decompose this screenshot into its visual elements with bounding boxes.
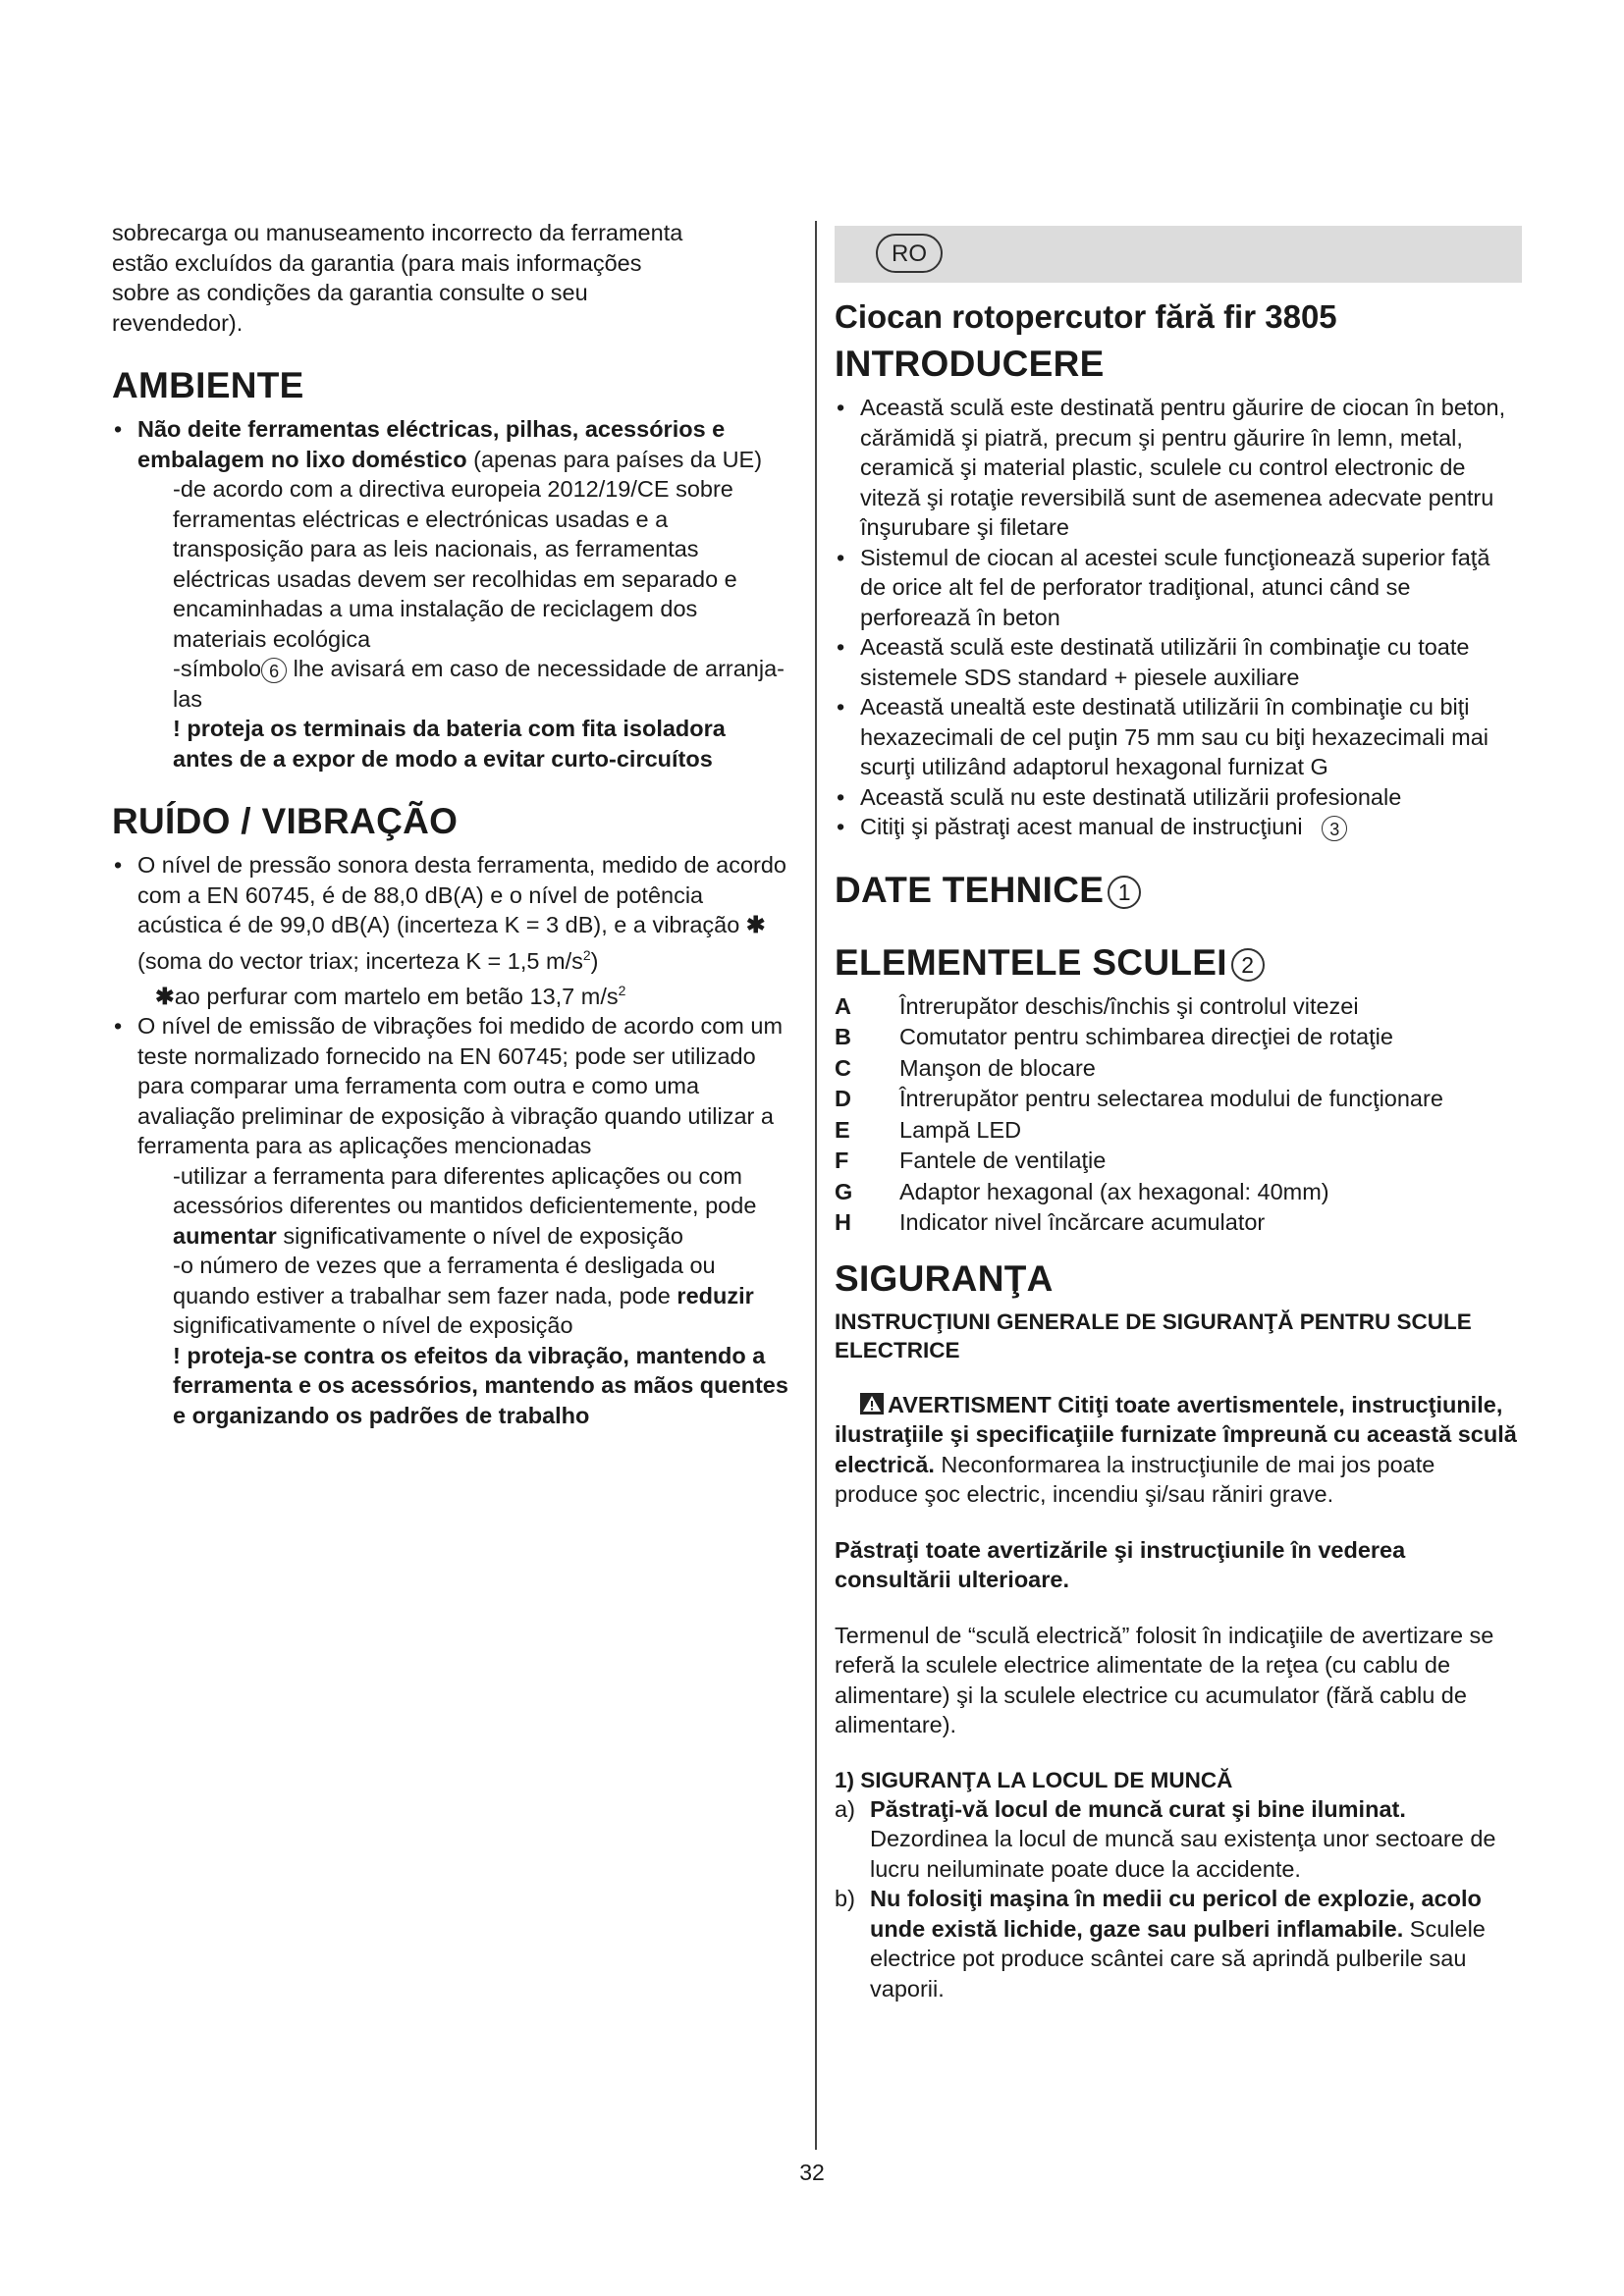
ambiente-sub2: -símbolo 6 lhe avisará em caso de necessidade de arranja-las [173, 656, 785, 712]
language-badge: RO [876, 234, 943, 273]
element-row: C Manşon de blocare [835, 1054, 1096, 1081]
figure-2-icon: 2 [1231, 948, 1265, 982]
element-row: F Fantele de ventilaţie [835, 1148, 1107, 1173]
drill-vibration: ✱ao perfurar com martelo em betão 13,7 $m/s^2$ [155, 982, 626, 1009]
section-1-heading: 1) SIGURANŢA LA LOCUL DE MUNCĂ [835, 1767, 1233, 1792]
element-row: A Întrerupător deschis/închis şi controlul vitezei [835, 992, 1359, 1019]
right-column [835, 226, 1522, 2003]
manual-symbol-icon: 3 [1322, 816, 1347, 841]
spacer [835, 1510, 1522, 1535]
element-row: E Lampă LED [835, 1116, 1022, 1143]
introducere-bullet: • Această sculă este destinată utilizării în combinaţie cu toate sistemele SDS standard + piesele auxiliare [835, 632, 1522, 692]
element-row: D Întrerupător pentru selectarea modului de funcţionare [835, 1086, 1443, 1111]
asterisk-icon: ✱ [745, 912, 766, 937]
siguranta-heading: SIGURANŢA [835, 1257, 1054, 1299]
rule-a: a) Păstraţi-vă locul de muncă curat şi bine iluminat. Dezordinea la locul de muncă sau existenţa unor sectoare de lucru neiluminate poate duce la accidente. [835, 1795, 1496, 1882]
introducere-bullet: • Citiţi şi păstraţi acest manual de instrucţiuni 3 [835, 812, 1522, 842]
keep-instructions: Păstraţi toate avertizările şi instrucţiunile în vederea consultării ulterioare. [835, 1536, 1406, 1592]
column-divider [815, 221, 817, 2150]
warning-triangle-icon [860, 1393, 884, 1415]
introducere-bullet: • Această sculă este destinată pentru găurire de ciocan în beton, cărămidă şi piatră, precum şi pentru găurire în lemn, metal, ceramică şi material plastic, sculele cu control electronic de viteză şi rotaţie reversibilă sunt de asemenea adecvate pentru înşurubare şi filetare [835, 393, 1522, 543]
introducere-heading: INTRODUCERE [835, 344, 1105, 384]
ruido-sub1: -utilizar a ferramenta para diferentes aplicações ou com acessórios diferentes ou mantidos deficientemente, pode aumentar significativamente o nível de exposição [173, 1162, 757, 1249]
ruido-sub2: -o número de vezes que a ferramenta é desligada ou quando estiver a trabalhar sem fazer nada, pode reduzir significativamente o nível de exposição [173, 1253, 754, 1339]
page-number: 32 [799, 2160, 825, 2185]
ambiente-bullet: • Não deite ferramentas eléctricas, pilhas, acessórios e embalagem no lixo doméstico (apenas para países da UE) [112, 414, 789, 474]
spacer [835, 1595, 1522, 1621]
siguranta-subtitle: INSTRUCŢIUNI GENERALE DE SIGURANŢĂ PENTRU SCULE ELECTRICE [835, 1308, 1472, 1362]
element-row: B Comutator pentru schimbarea direcţiei de rotaţie [835, 1024, 1393, 1049]
rule-b: b) Nu folosiţi maşina în medii cu pericol de explozie, acolo unde există lichide, gaze sau pulberi inflamabile. Sculele electrice pot produce scântei care să aprindă pulberile sau vaporii. [835, 1886, 1486, 2002]
ruido-bullet-1: • O nível de pressão sonora desta ferramenta, medido de acordo com a EN 60745, é de 88,0 dB(A) e o nível de potência acústica é de 99,0 dB(A) (incerteza K = 3 dB), e a vibração ✱ (soma do vector triax; incerteza K = 1,5 $m/s^2$) [112, 850, 789, 976]
ruido-heading: RUÍDO / VIBRAÇÃO [112, 801, 459, 841]
asterisk-icon: ✱ [155, 983, 175, 1009]
ruido-list-2 [112, 1011, 789, 1161]
term-definition: Termenul de “sculă electrică” folosit în indicaţiile de avertizare se referă la sculele electrice alimentate de la reţea (cu cablu de alimentare) şi la sculele electrice cu acumulator (fără cablu de alimentare). [835, 1622, 1494, 1737]
introducere-list [835, 393, 1522, 842]
introducere-bullet: • Această sculă nu este destinată utilizării profesionale [835, 782, 1522, 813]
ruido-bullet-2: • O nível de emissão de vibrações foi medido de acordo com um teste normalizado fornecido na EN 60745; pode ser utilizado para comparar uma ferramenta com outra e como uma avaliação preliminar de exposição à vibração quando utilizar a ferramenta para as aplicações mencionadas [112, 1011, 789, 1161]
ruido-warning: ! proteja-se contra os efeitos da vibração, mantendo a ferramenta e os acessórios, mantendo as mãos quentes e organizando os padrões de trabalho [173, 1342, 788, 1428]
spacer [835, 1364, 1522, 1390]
warning-paragraph: AVERTISMENT Citiţi toate avertismentele, instrucţiunile, ilustraţiile şi specificaţiile furnizate împreună cu această sculă electrică. Neconformarea la instrucţiunile de mai jos poate produce şoc electric, incendiu şi/sau răniri grave. [835, 1391, 1517, 1507]
ambiente-heading: AMBIENTE [112, 365, 304, 405]
left-column [112, 218, 789, 1430]
ambiente-sub1: -de acordo com a directiva europeia 2012/19/CE sobre ferramentas eléctricas e electrónicas usadas e a transposição para as leis nacionais, as ferramentas eléctricas usadas devem ser recolhidas em separado e encaminhadas a uma instalação de reciclagem dos materiais ecológica [173, 476, 737, 652]
element-row: H Indicator nivel încărcare acumulator [835, 1209, 1266, 1235]
ambiente-list [112, 414, 789, 474]
elementele-heading: ELEMENTELE SCULEI 2 [835, 942, 1522, 984]
element-row: G Adaptor hexagonal (ax hexagonal: 40mm) [835, 1178, 1329, 1204]
introducere-bullet: • Sistemul de ciocan al acestei scule funcţionează superior faţă de orice alt fel de perforator tradiţional, atunci când se perforează în beton [835, 543, 1522, 633]
language-bar [835, 226, 1522, 283]
date-tehnice-heading: DATE TEHNICE 1 [835, 870, 1522, 911]
ruido-list [112, 850, 789, 976]
elements-list [835, 991, 1522, 1239]
introducere-bullet: • Această unealtă este destinată utilizării în combinaţie cu biţi hexazecimali de cel puţin 75 mm sau cu biţi hexazecimali mai scurţi utilizând adaptorul hexagonal furnizat G [835, 692, 1522, 782]
product-title: Ciocan rotopercutor fără fir 3805 [835, 298, 1337, 335]
spacer [835, 1740, 1522, 1766]
figure-1-icon: 1 [1108, 876, 1141, 909]
intro-text: sobrecarga ou manuseamento incorrecto da ferramenta estão excluídos da garantia (para mais informações sobre as condições da garantia consulte o seu revendedor). [112, 220, 683, 336]
ambiente-warning: ! proteja os terminais da bateria com fita isoladora antes de a expor de modo a evitar curto-circuítos [173, 716, 726, 772]
symbol-6-icon: 6 [261, 658, 287, 683]
